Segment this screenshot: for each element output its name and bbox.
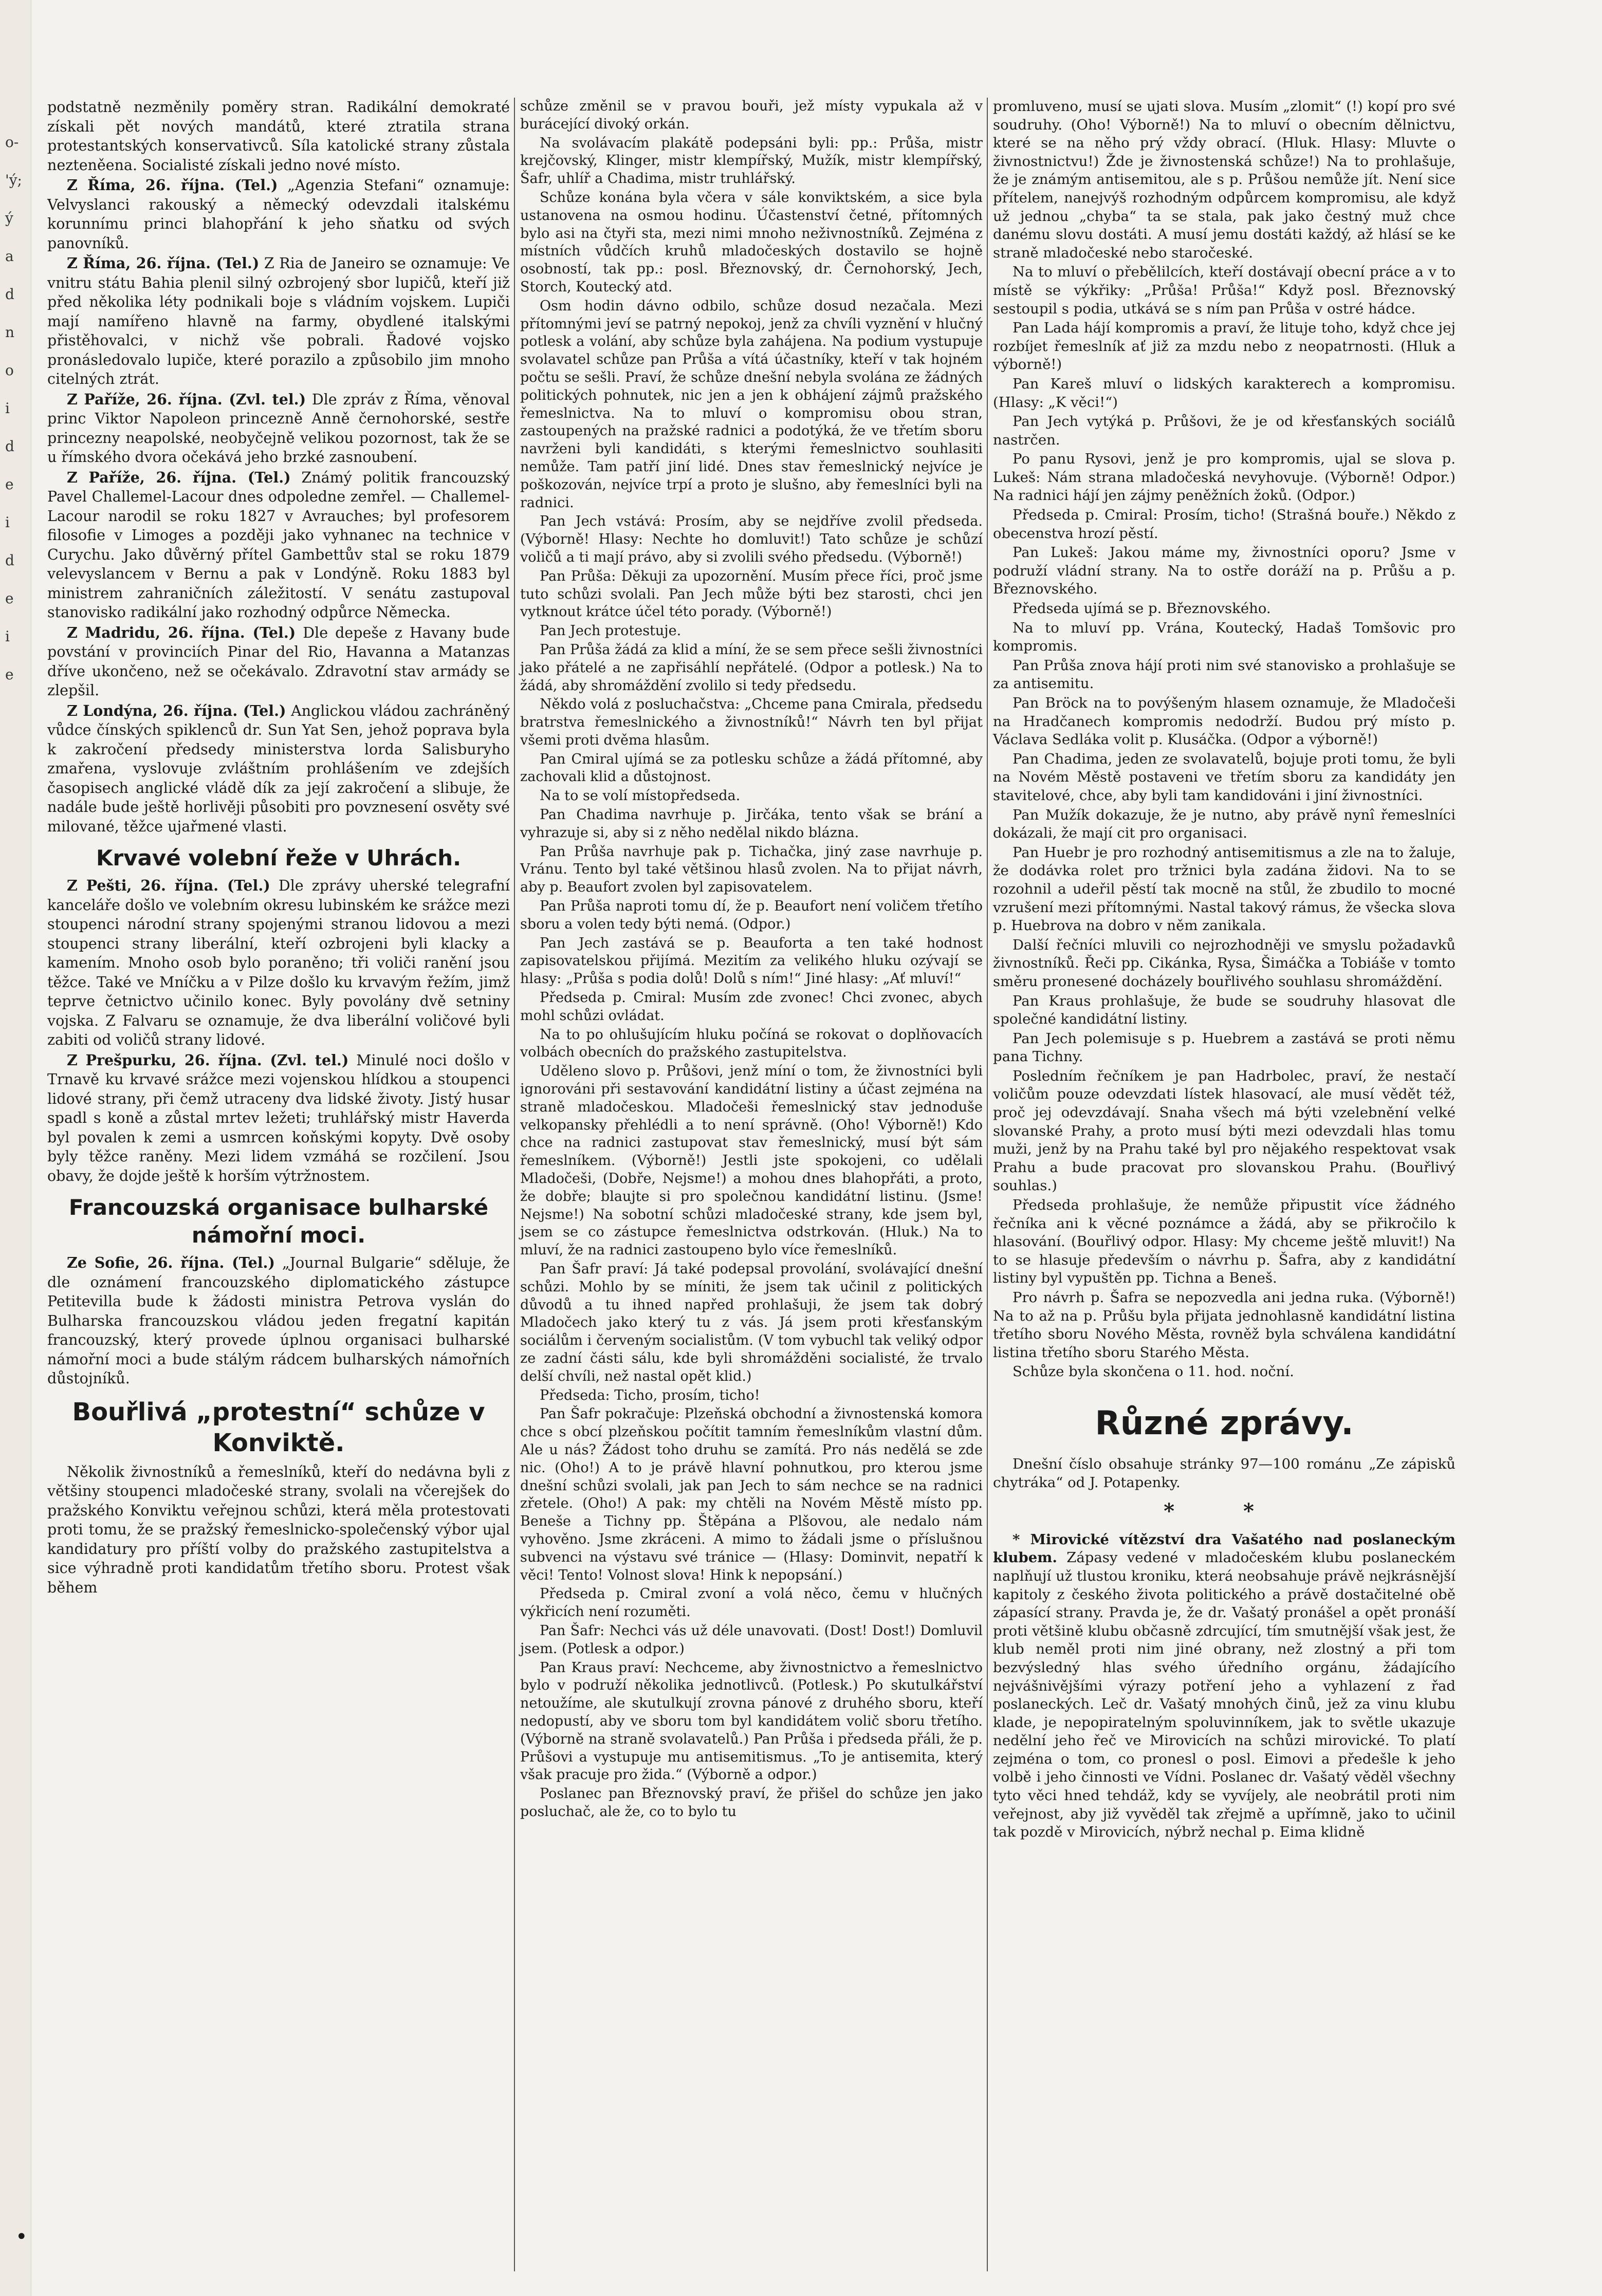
news-item	[47, 876, 510, 1050]
column-2	[520, 98, 983, 1822]
paragraph: Pan Průša: Děkuji za upozornění. Musím přece říci, proč jsme tuto schůzi svolali. Pan Jech může býti bez starosti, chci jen vytknout krátce účel této porady. (Výborně!)	[520, 568, 983, 620]
paragraph: Pan Kareš mluví o lidských karakterech a kompromisu. (Hlasy: „K věci!“)	[993, 375, 1456, 411]
paragraph: Schůze konána byla včera v sále konviktském, a sice byla ustanovena na osmou hodinu. Účastenství četné, přítomných bylo asi na čtyři sta, mezi nimi mnoho neživnostníků. Zejména z místních vůdčích kruhů mladočeských dostavilo se hojně osobností, tak pp.: posl. Březnovský, dr. Černohorský, Jech, Storch, Koutecký atd.	[520, 189, 983, 295]
paragraph: Pan Mužík dokazuje, že je nutno, aby právě nynî řemeslníci dokázali, že mají cit pro organisaci.	[993, 806, 1456, 842]
dateline: Z Paříže, 26. října. (Zvl. tel.)	[67, 390, 306, 408]
column-3	[993, 98, 1456, 1843]
paragraph: Pan Cmiral ujímá se za potlesku schůze a žádá přítomné, aby zachovali klid a důstojnost.	[520, 751, 983, 785]
paragraph: Pan Jech vytýká p. Průšovi, že je od křesťanských sociálů nastrčen.	[993, 413, 1456, 448]
separator-stars: * *	[1164, 1499, 1285, 1524]
paragraph: Někdo volá z posluchačstva: „Chceme pana Cmirala, předsedu bratrstva řemeslnického a živnostníků!“ Návrh ten byl přijat všemi proti dvěma hlasům.	[520, 696, 983, 748]
margin-fragment: o-	[5, 134, 19, 151]
news-text: Anglickou vládou zachráněný vůdce čínských spiklenců dr. Sun Yat Sen, jehož poprava byla k zakročení předsedy ministerstva lorda Salisburyho zmařena, vyslovuje zvláštním prohlášením ve zdejších časopisech anglické vládě dík za její zakročení a slibuje, že nadále bude ještě horlivěji působiti pro povznesení osvěty své milované, těžce ujařmené vlasti.	[47, 702, 510, 835]
paragraph: Pan Kraus prohlašuje, že bude se soudruhy hlasovat dle společné kandidátní listiny.	[993, 992, 1456, 1028]
paragraph: Na svolávacím plakátě podepsáni byli: pp.: Průša, mistr krejčovský, Klinger, mistr klempířský, Mužík, mistr klempířský, Šafr, uhlíř a Chadima, mistr truhlářský.	[520, 135, 983, 187]
paragraph: Pan Průša žádá za klid a míní, že se sem přece sešli živnostníci jako přátelé a ne zapřisáhlí nepřátelé. (Odpor a potlesk.) Na to žádá, aby shromáždění zvolilo si tedy předsedu.	[520, 641, 983, 694]
news-text: „Agenzia Stefani“ oznamuje: Velvyslanci rakouský a německý odevzdali italskému korunnímu princi blahopřání k jeho sňatku od svých panovníků.	[47, 177, 510, 252]
adjacent-page-edge	[0, 0, 31, 2296]
margin-fragment: i	[5, 628, 10, 645]
paragraph: schůze změnil se v pravou bouři, jež místy vypukala až v burácející divoký orkán.	[520, 98, 983, 132]
paragraph: Předseda: Ticho, prosím, ticho!	[540, 1387, 760, 1403]
paragraph: Posledním řečníkem je pan Hadrbolec, praví, že nestačí voličům pouze odevzdati lístek hlasovací, ale musí vědět též, proč jej odevzdávají. Snaha všech má býti vzelebnění velké slovanské Prahy, a proto musí býti mezi odevzdali hlas tomu muži, jenž by na Prahu také byl pro nějakého respektovat vsak Prahu a bude pracovat pro slovanskou Prahu. (Bouřlivý souhlas.)	[993, 1067, 1456, 1194]
news-text: Známý politik francouzský Pavel Challemel-Lacour dnes odpoledne zemřel. — Challemel-Lacour narodil se roku 1827 v Avrauches; byl profesorem filosofie v Limoges a později jako vyhnanec na technice v Curychu. Jako důvěrný přítel Gambettův stal se roku 1879 velevyslancem v Bernu a pak v Londýně. Roku 1883 byl ministrem zahraničních záležitostí. V senátu zastupoval stanovisko radikální jako rozhodný odpůrce Německa.	[47, 469, 510, 621]
paragraph: Pro návrh p. Šafra se nepozvedla ani jedna ruka. (Výborně!) Na to až na p. Průšu byla přijata jednohlasně kandidátní listina třetího sboru Nového Města, rovněž byla schválena kandidátní listina třetího sboru Starého Města.	[993, 1289, 1456, 1361]
column-rule	[514, 98, 515, 2271]
news-text: Z Ria de Janeiro se oznamuje: Ve vnitru státu Bahia plenil silný ozbrojený sbor lupičů, kteří již před několika léty podnikali boje s vládním vojskem. Lupiči mají namířeno hlavně na farmy, obydlené italskými přistěhovalci, v nichž vše pobrali. Řadové vojsko pronásledovalo lupiče, které porazilo a způsobilo jim mnoho citelných ztrát.	[47, 255, 510, 387]
paragraph: Předseda ujímá se p. Březnovského.	[1012, 600, 1271, 617]
margin-fragment: i	[5, 400, 10, 417]
paragraph: Na to po ohlušujícím hluku počíná se rokovat o doplňovacích volbách obecních do pražského zastupitelstva.	[520, 1026, 983, 1061]
section-heading: Bouřlivá „protestní“ schůze v Konviktě.	[72, 1397, 485, 1457]
news-text: Zápasy vedené v mladočeském klubu poslaneckém naplňují už tlustou kroniku, která neobsahuje právě nejkrásnější kapitoly z českého života politického a právě dostačitelné obě zápasící strany. Pravda je, že dr. Vašatý pronášel a opět pronáší proti většině klubu občasně zdrcující, tím smutnější však jest, že klub neměl proti nim jiné obrany, než zlostný a při tom bezvýsledný hlas svého úředního orgánu, žádajícího nejvášnivějšími výrazy potření jeho a vyhlazení z řad poslaneckých. Leč dr. Vašatý mnohých činů, jež za vinu klubu klade, je nepopiratelným spoluvinníkem, jak to světle ukazuje nedělní jeho řeč ve Mirovicích na schůzi mirovické. To platí zejména o tom, co pronesl o posl. Eimovi a předešle k jeho volbě i jeho činnosti ve Vídni. Poslanec dr. Vašatý věděl všechny tyto věci hned tehdáž, kdy se vyvíjely, ale neobrátil proti nim veřejnost, aby již vyvěděl tak zřejmě a upřímně, jako to učinil tak pozdě v Mirovicích, nýbrž nechal p. Eima klidně	[993, 1549, 1456, 1841]
paragraph: Pan Průša znova hájí proti nim své stanovisko a prohlašuje se za antisemitu.	[993, 657, 1456, 692]
margin-fragment: n	[5, 324, 15, 341]
paragraph: Na to mluví o přebělilcích, kteří dostávají obecní práce a v to místě se výkřiky: „Průša! Průša!“ Když posl. Březnovský sestoupil s podia, utkává se s ním pan Průša v ostré hádce.	[993, 264, 1456, 317]
paragraph: Předseda p. Cmiral zvoní a volá něco, čemu v hlučných výkřicích není rozuměti.	[520, 1586, 983, 1620]
paragraph: Schůze byla skončena o 11. hod. noční.	[1012, 1363, 1294, 1380]
dateline: Z Říma, 26. října. (Tel.)	[67, 254, 260, 272]
dateline: Z Londýna, 26. října. (Tel.)	[67, 701, 286, 719]
dateline: Z Říma, 26. října. (Tel.)	[67, 176, 278, 194]
page-mark: •	[15, 2225, 28, 2249]
dateline: Z Paříže, 26. října. (Tel.)	[67, 468, 291, 486]
paragraph: Pan Bröck na to povýšeným hlasem oznamuje, že Mladočeši na Hradčanech kompromis nedodrží. Budou prý místo p. Václava Sedláka volit p. Klusáčka. (Odpor a výborně!)	[993, 695, 1456, 748]
paragraph: Pan Šafr praví: Já také podepsal provolání, svolávající dnešní schůzi. Mohlo by se míniti, že jsem tak učinil z politických důvodů a tu ihned napřed prohlašuji, že jsem tak dobrý Mladočech jako který tu z vás. Já jsem proti křesťanským sociálům i červeným socialistům. (V tom vybuchl tak veliký odpor ze zadní části sálu, kde byli shromážděni socialisté, že trvalo delší chvíli, než nastal opět klid.)	[520, 1261, 983, 1384]
dateline: Z Prešpurku, 26. října. (Zvl. tel.)	[67, 1051, 349, 1069]
paragraph: Pan Chadima, jeden ze svolavatelů, bojuje proti tomu, že byli na Novém Městě postaveni ve třetím sboru za kandidáty jen stavitelové, chce, aby byli tam kandidováni i jiní živnostníci.	[993, 750, 1456, 804]
paragraph: Pan Průša navrhuje pak p. Tichačka, jiný zase navrhuje p. Vránu. Tento byl také většinou hlasů zvolen. Na to přijat návrh, aby p. Beaufort zvolen byl zapisovatelem.	[520, 843, 983, 896]
dateline: Ze Sofie, 26. října. (Tel.)	[67, 1254, 275, 1271]
news-item	[47, 1051, 510, 1186]
paragraph: Poslanec pan Březnovský praví, že přišel do schůze jen jako posluchač, ale že, co to bylo tu	[520, 1786, 983, 1820]
paragraph: Uděleno slovo p. Průšovi, jenž míní o tom, že živnostníci byli ignorováni při sestavování kandidátní listiny a účast zejména na straně mladočeskou. Mladočeši řemeslnický stav jednoduše velkopansky přehlédli a to není správně. (Oho! Výborně!) Kdo chce na radnici zastupovat stav řemeslnický, musí být sám řemeslníkem. (Výborně!) Jestli jste spokojeni, co udělali Mladočeši, (Dobře, Nejsme!) a mohou dnes blahopřáti, a proto, že dobře; blaujte si pro společnou kandidátní listinu. (Jsme! Nejsme!) Na sobotní schůzi mladočeské strany, kde jsem byl, jsem se co zástupce řemeslnictva odstrkován. (Hluk.) Na to mluví, že na radnici zastoupeno bylo více řemeslníků.	[520, 1063, 983, 1258]
paragraph: Pan Jech protestuje.	[540, 623, 682, 639]
paragraph: Po panu Rysovi, jenž je pro kompromis, ujal se slova p. Lukeš: Nám strana mladočeská nevyhovuje. (Výborně! Odpor.) Na radnici hájí jen zájmy peněžních žoků. (Odpor.)	[993, 451, 1456, 504]
paragraph: Pan Jech polemisuje s p. Huebrem a zastává se proti němu pana Tichny.	[993, 1030, 1456, 1065]
paragraph: podstatně nezměnily poměry stran. Radikální demokraté získali pět nových mandátů, které ztratila strana protestantských konservativců. Síla katolické strany zůstala nezteněena. Socialisté získali jedno nové místo.	[47, 99, 510, 174]
margin-fragment: o	[5, 362, 14, 379]
section-heading: Různé zprávy.	[1095, 1404, 1354, 1442]
paragraph: Pan Šafr: Nechci vás už déle unavovati. (Dost! Dost!) Domluvil jsem. (Potlesk a odpor.)	[520, 1622, 983, 1657]
column-rule	[987, 98, 988, 2271]
paragraph: Pan Průša naproti tomu dí, že p. Beaufort není voličem třetího sboru a volen tedy býti nemá. (Odpor.)	[520, 898, 983, 932]
margin-fragment: e	[5, 590, 14, 607]
section-heading: Francouzská organisace bulharské námořní moci.	[68, 1195, 489, 1248]
news-item	[47, 1253, 510, 1388]
column-1	[47, 98, 510, 1598]
paragraph: Pan Huebr je pro rozhodný antisemitismus a zle na to žaluje, že dodávka rolet pro tržnici byla zadána židovi. Na to se rozohnil a udeřil pěstí tak mocně na stůl, že zbudilo to mocné vzrušení mezi přítomnými. Nastal takový rámus, že všecka slova p. Huebrova na dobro v něm zanikala.	[993, 844, 1456, 934]
paragraph: Předseda p. Cmiral: Musím zde zvonec! Chci zvonec, abych mohl schůzi ovládat.	[520, 990, 983, 1024]
margin-fragment: i	[5, 514, 10, 531]
paragraph: promluveno, musí se ujati slova. Musím „zlomit“ (!) kopí pro své soudruhy. (Oho! Výborně!) Na to mluví o obecním dělnictvu, které se na něho prý vždy obrací. (Hluk. Hlasy: Mluvte o živnostnictvu!) Žde je živnostenská schůze!) Na to prohlašuje, že je známým antisemitou, ale s p. Průšou nemůže jít. Není sice přítelem, nanejvýš rozhodným odpůrcem kompromisu, ale když už jednou „chyba“ ta se stala, pak jako čestný muž chce danému slovu dostáti. A musí jemu dostáti každý, až hlásí se ke straně mladočeské nebo staročeské.	[993, 98, 1456, 261]
dateline: Z Pešti, 26. října. (Tel.)	[67, 877, 270, 894]
news-text: Minulé noci došlo v Trnavě ku krvavé srážce mezi vojenskou hlídkou a stoupenci lidové strany, při čemž utraceny dva lidské životy. Jistý husar spadl s koně a zůstal mrtev ležeti; truhlářský mistr Haverda byl povalen k zemi a usmrcen koňskými kopyty. Dvě osoby byly těžce raněny. Mezi lidem vzmáhá se rozčilení. Jsou obavy, že dojde ještě k horším výtržnostem.	[47, 1051, 510, 1184]
paragraph: Pan Šafr pokračuje: Plzeňská obchodní a živnostenská komora chce s obcí plzeňskou počítit tamním řemeslníkům vlastní dům. Ale u nás? Žádost toho druhu se zamítá. Pro nás nedělá se zde nic. (Oho!) A to je právě hlavní pohnutkou, pro kterou jsme dnešní schůzi svolali, jak pan Jech to sám nechce se na radnici zřetele. (Oho!) A pak: my chtěli na Novém Městě místo pp. Beneše a Tichny pp. Štěpána a Plšovou, ale nedalo nám vyhověno. Jsme zkráceni. A mimo to žádali jsme o příslušnou subvenci na výstavu své tránice — (Hlasy: Dominvit, nepatří k věci! Tento! Volnost slova! Hink k nepopsání.)	[520, 1406, 983, 1583]
paragraph: Pan Jech zastává se p. Beauforta a ten také hodnost zapisovatelskou přijímá. Mezitím za velikého hluku ozývají se hlasy: „Průša s podia dolů! Dolů s ním!“ Jiné hlasy: „Ať mluví!“	[520, 935, 983, 987]
paragraph: Osm hodin dávno odbilo, schůze dosud nezačala. Mezi přítomnými jeví se patrný nepokoj, jenž za chvíli vyznění v hlučný potlesk a volání, aby schůze byla zahájena. Na podium vystupuje svolavatel schůze pan Průša a vítá účastníky, kteří v tak hojném počtu se sešli. Praví, že schůze dnešní nebyla svolána ze žádných politických pohnutek, nic jen a jen k obhájení zájmů pražského řemeslnictva. Na to mluví o kompromisu obou stran, zastoupených na pražské radnici a podotýká, že ve třetím sboru navrženi byli kandidáti, s kterými řemeslnictvo souhlasiti nemůže. Tam patří jiní lidé. Dnes stav řemeslnický nejvíce je poškozován, nejvíce trpí a proto je slušno, aby řemeslníci byli na radnici.	[520, 298, 983, 511]
paragraph: Pan Lukeš: Jakou máme my, živnostníci oporu? Jsme v podruží vládní strany. Na to ostře doráží na p. Průšu a p. Březnovského.	[993, 544, 1456, 598]
margin-fragment: 'ý;	[5, 172, 22, 189]
paragraph: Pan Chadima navrhuje p. Jirčáka, tento však se brání a vyhrazuje si, aby si z něho nedělal nikdo blázna.	[520, 807, 983, 841]
paragraph: Několik živnostníků a řemeslníků, kteří do nedávna byli z většiny stoupenci mladočeské strany, svolali na včerejšek do pražského Konviktu veřejnou schůzi, která měla protestovati proti tomu, že se pražský řemeslnicko-společenský výbor ujal kandidatury pro příští volby do pražského zastupitelstva a sice výhradně proti kandidatům třetího sboru. Protest však během	[47, 1463, 510, 1596]
margin-fragment: a	[5, 248, 14, 265]
news-item	[47, 701, 510, 837]
paragraph: Předseda prohlašuje, že nemůže připustit více žádného řečníka ani k věcné poznámce a žádá, aby se přikročilo k hlasování. (Bouřlivý odpor. Hlasy: My chceme ještě mluvit!) Na to se hlasuje především o návrhu p. Šafra, aby z kandidátní listiny byl vypuštěn pp. Tichna a Beneš.	[993, 1197, 1456, 1287]
news-item	[47, 176, 510, 253]
paragraph: Pan Lada hájí kompromis a praví, že lituje toho, když chce jej rozbíjet řemeslník ať již za mzdu nebo z neopatrnosti. (Hluk a výborně!)	[993, 320, 1456, 373]
news-text: „Journal Bulgarie“ sděluje, že dle oznámení francouzského diplomatického zástupce Petitevilla bude k žádosti ministra Petrova vyslán do Bulharska francouzskou vládou jeden fregatní kapitán francouzský, který provede úplnou organisaci bulharské námořní moci a bude stálým rádcem bulharských námořních důstojníků.	[47, 1254, 510, 1387]
paragraph: Dnešní číslo obsahuje stránky 97—100 románu „Ze zápisků chytráka“ od J. Potapenky.	[993, 1455, 1456, 1491]
item-title: * Mirovické vítězství dra Vašatého nad poslaneckým klubem.	[993, 1531, 1456, 1566]
news-item	[47, 390, 510, 467]
margin-fragment: d	[5, 438, 14, 455]
margin-fragment: e	[5, 666, 14, 683]
paragraph: Předseda p. Cmiral: Prosím, ticho! (Strašná bouře.) Někdo z obecenstva hrozí pěstí.	[993, 507, 1456, 542]
paragraph: Pan Jech vstává: Prosím, aby se nejdříve zvolil předseda. (Výborně! Hlasy: Nechte ho domluvit!) Tato schůze je schůzí voličů a ti mají právo, aby si zvolili svého předsedu. (Výborně!)	[520, 513, 983, 565]
news-text: Dle depeše z Havany bude povstání v provinciích Pinar del Rio, Havanna a Matanzas dříve ukončeno, než se očekávalo. Zdravotní stav armády se zlepšil.	[47, 624, 510, 699]
margin-fragment: d	[5, 286, 14, 303]
news-item	[47, 254, 510, 389]
margin-fragment: d	[5, 552, 14, 569]
dateline: Z Madridu, 26. října. (Tel.)	[67, 623, 296, 641]
news-text: Dle zpráv z Říma, věnoval princ Viktor Napoleon princezně Anně černohorské, sestře princezny neapolské, neobyčejně velikou pozornost, tak že se u římského dvora očekává jeho brzké zasnoubení.	[47, 391, 510, 466]
paragraph: Další řečníci mluvili co nejrozhodněji ve smyslu požadavků živnostníků. Řeči pp. Cikánka, Rysa, Šimáčka a Tobiáše v tomto směru pronesené docházely bouřlivého souhlasu shromáždění.	[993, 936, 1456, 990]
news-item	[47, 468, 510, 622]
news-item	[993, 1531, 1456, 1842]
section-heading: Krvavé volební řeže v Uhrách.	[96, 845, 462, 871]
margin-fragment: e	[5, 476, 14, 493]
paragraph: Na to se volí místopředseda.	[540, 788, 741, 804]
news-item	[47, 623, 510, 700]
paragraph: Pan Kraus praví: Nechceme, aby živnostnictvo a řemeslnictvo bylo v podruží několika jednotlivců. (Potlesk.) Po skutulkářství netoužíme, ale skutulkují zrovna pánové z druhého sboru, kteří nedopustí, aby ve sboru tom byl kandidátem volič sboru třetího. (Výborně na straně svolavatelů.) Pan Průša i předseda přáli, že p. Průšovi a vystupuje mu antisemitismus. „To je antisemita, který však pracuje pro žida.“ (Výborně a odpor.)	[520, 1659, 983, 1783]
paragraph: Na to mluví pp. Vrána, Koutecký, Hadaš Tomšovic pro kompromis.	[993, 619, 1456, 655]
news-text: Dle zprávy uherské telegrafní kanceláře došlo ve volebním okresu lubinském ke srážce mezi stoupenci národní strany spojenými stranou lidovou a mezi stoupenci strany liberální, kteří ozbrojeni byli klacky a kamením. Mnoho osob bylo poraněno; tři voliči ranění jsou těžce. Také ve Mníčku a v Pilze došlo ku krvavým řežím, jimž teprve četnictvo učinilo konec. Byly povolány dvě setniny vojska. Z Falvaru se oznamuje, že dva liberální voličové byli zabiti od voličů strany lidové.	[47, 877, 510, 1048]
margin-fragment: ý	[5, 210, 13, 227]
